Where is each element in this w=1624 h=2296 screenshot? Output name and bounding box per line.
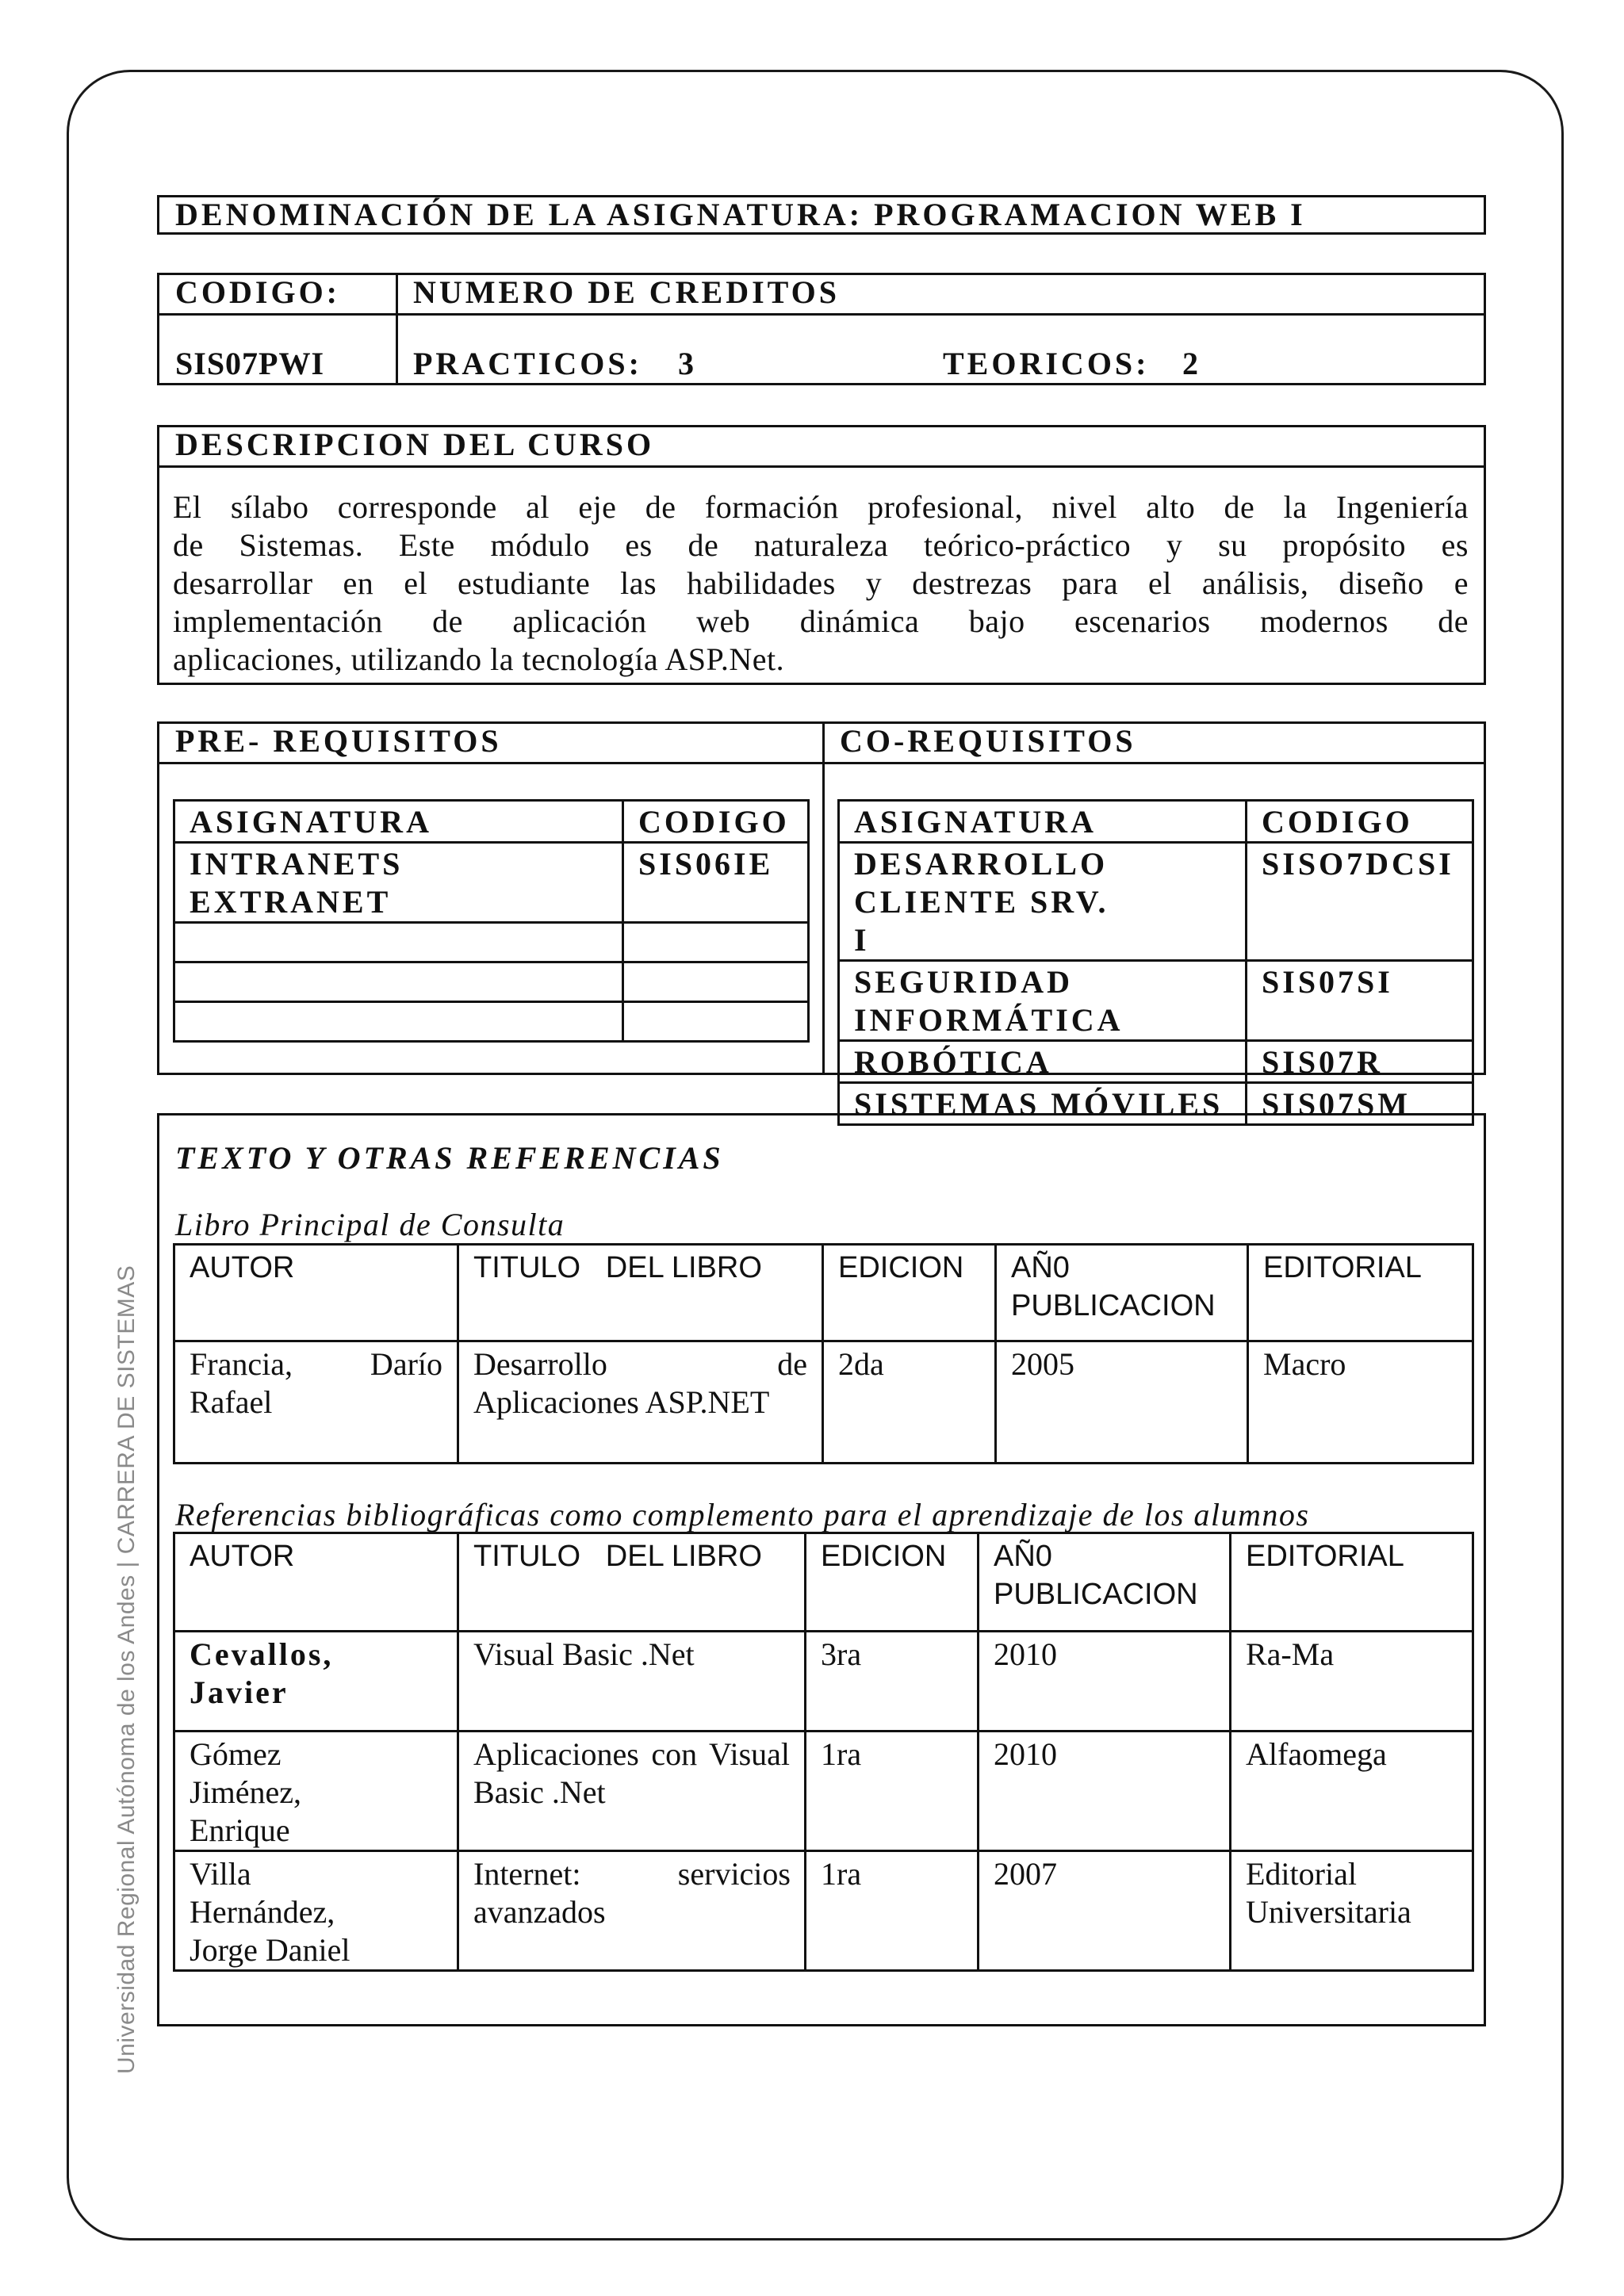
autor-text: Gómez Jiménez, Enrique: [190, 1736, 302, 1848]
header-editorial: EDITORIAL: [1248, 1245, 1473, 1341]
autor-cell: [174, 1851, 458, 1971]
header-autor: AUTOR: [174, 1533, 458, 1632]
creditos-label: NUMERO DE CREDITOS: [413, 274, 840, 310]
table-row: [174, 1851, 1473, 1971]
course-title: DENOMINACIÓN DE LA ASIGNATURA: PROGRAMACION WEB I: [175, 197, 1306, 232]
editorial-text: Editorial Universitaria: [1246, 1856, 1411, 1930]
table-row: [174, 962, 809, 1002]
header-anio-text: AÑ0 PUBLICACION: [994, 1540, 1198, 1611]
codigo-label: CODIGO:: [175, 274, 340, 310]
autor-cell: [174, 1732, 458, 1851]
description-line: aplicaciones, utilizando la tecnología ASP.Net.: [173, 641, 785, 677]
editorial-cell: Alfaomega: [1231, 1732, 1473, 1851]
table-row: [174, 843, 809, 923]
autor-cell: [174, 1632, 458, 1732]
corequisites-title: CO-REQUISITOS: [840, 723, 1136, 759]
edicion-cell: 1ra: [806, 1732, 979, 1851]
codigo-cell: SIS07SI: [1247, 961, 1473, 1041]
codes-horizontal-divider: [159, 313, 1484, 316]
titulo-cell: [458, 1851, 806, 1971]
principal-book-table: [173, 1243, 1474, 1464]
header-cell: ASIGNATURA: [839, 801, 1247, 843]
header-cell: CODIGO: [1247, 801, 1473, 843]
prerequisites-table: [173, 799, 810, 1043]
asignatura-text: SEGURIDAD INFORMÁTICA: [854, 964, 1124, 1038]
header-autor: AUTOR: [174, 1245, 458, 1341]
header-cell: ASIGNATURA: [174, 801, 623, 843]
header-titulo: TITULO DEL LIBRO: [458, 1533, 806, 1632]
table-header-row: [174, 801, 809, 843]
description-divider: [159, 465, 1484, 468]
empty-cell: [174, 962, 623, 1002]
description-text: [173, 488, 1469, 679]
edicion-cell: 2da: [823, 1341, 996, 1464]
titulo-text: Desarrollo de Aplicaciones ASP.NET: [473, 1346, 807, 1420]
autor-text: Francia, Darío Rafael: [190, 1346, 442, 1420]
course-title-box: [157, 195, 1486, 235]
empty-cell: [623, 1002, 809, 1042]
description-line: El sílabo corresponde al eje de formación profesional, nivel alto de la Ingeniería: [173, 489, 1469, 525]
table-row: [174, 1732, 1473, 1851]
empty-cell: [623, 923, 809, 962]
table-row: [174, 1632, 1473, 1732]
header-anio: [979, 1533, 1231, 1632]
editorial-cell: Ra-Ma: [1231, 1632, 1473, 1732]
practicos-label: PRACTICOS:: [413, 346, 642, 381]
practicos-value: 3: [678, 346, 697, 381]
autor-text: Cevallos, Javier: [190, 1636, 334, 1710]
header-titulo: TITULO DEL LIBRO: [458, 1245, 823, 1341]
asignatura-cell: SISTEMAS MÓVILES: [839, 1083, 1247, 1125]
empty-cell: [623, 962, 809, 1002]
codigo-cell: SIS06IE: [623, 843, 809, 923]
titulo-cell: [458, 1341, 823, 1464]
empty-cell: [174, 923, 623, 962]
anio-cell: 2007: [979, 1851, 1231, 1971]
codigo-cell: SIS07R: [1247, 1041, 1473, 1083]
table-row: [839, 961, 1473, 1041]
empty-cell: [174, 1002, 623, 1042]
teoricos-label: TEORICOS:: [943, 346, 1150, 381]
table-header-row: [174, 1245, 1473, 1341]
edicion-cell: 1ra: [806, 1851, 979, 1971]
header-anio: [996, 1245, 1248, 1341]
description-title: DESCRIPCION DEL CURSO: [175, 427, 655, 462]
asignatura-cell: [839, 843, 1247, 961]
teoricos-value: 2: [1182, 346, 1201, 381]
asignatura-cell: [839, 961, 1247, 1041]
table-header-row: [839, 801, 1473, 843]
table-row: [174, 1002, 809, 1042]
codes-box: [157, 273, 1486, 385]
complementary-refs-table: [173, 1532, 1474, 1972]
header-editorial: EDITORIAL: [1231, 1533, 1473, 1632]
autor-text: Villa Hernández, Jorge Daniel: [190, 1856, 350, 1968]
description-line: de Sistemas. Este módulo es de naturaleza teórico-práctico y su propósito es: [173, 527, 1469, 563]
codigo-cell: SIS07SM: [1247, 1083, 1473, 1125]
titulo-cell: Visual Basic .Net: [458, 1632, 806, 1732]
anio-cell: 2010: [979, 1632, 1231, 1732]
corequisites-table: [837, 799, 1474, 1126]
table-row: [174, 1341, 1473, 1464]
header-edicion: EDICION: [806, 1533, 979, 1632]
header-anio-text: AÑ0 PUBLICACION: [1011, 1251, 1216, 1322]
autor-cell: [174, 1341, 458, 1464]
references-title: TEXTO Y OTRAS REFERENCIAS: [175, 1140, 724, 1176]
requisites-horizontal-divider: [159, 762, 1484, 764]
sidebar-vertical-caption: Universidad Regional Autónoma de los Andes | CARRERA DE SISTEMAS: [113, 1265, 140, 2074]
requisites-vertical-divider: [822, 724, 825, 1073]
titulo-text: Internet: servicios avanzados: [473, 1856, 791, 1930]
titulo-cell: [458, 1732, 806, 1851]
asignatura-cell: ROBÓTICA: [839, 1041, 1247, 1083]
table-row: [174, 923, 809, 962]
codigo-value: SIS07PWI: [175, 346, 325, 381]
table-row: [839, 843, 1473, 961]
header-edicion: EDICION: [823, 1245, 996, 1341]
complementary-refs-label: Referencias bibliográficas como complemento para el aprendizaje de los alumnos: [175, 1497, 1310, 1533]
prerequisites-title: PRE- REQUISITOS: [175, 723, 502, 759]
anio-cell: 2010: [979, 1732, 1231, 1851]
header-cell: CODIGO: [623, 801, 809, 843]
description-line: implementación de aplicación web dinámica bajo escenarios modernos de: [173, 603, 1469, 639]
editorial-cell: [1231, 1851, 1473, 1971]
table-header-row: [174, 1533, 1473, 1632]
codigo-cell: SISO7DCSI: [1247, 843, 1473, 961]
principal-book-label: Libro Principal de Consulta: [175, 1207, 565, 1242]
anio-cell: 2005: [996, 1341, 1248, 1464]
table-row: [839, 1041, 1473, 1083]
editorial-cell: Macro: [1248, 1341, 1473, 1464]
asignatura-cell: INTRANETS EXTRANET: [174, 843, 623, 923]
asignatura-text: DESARROLLO CLIENTE SRV. I: [854, 846, 1109, 958]
codes-vertical-divider: [396, 275, 398, 383]
edicion-cell: 3ra: [806, 1632, 979, 1732]
titulo-text: Aplicaciones con Visual Basic .Net: [473, 1736, 790, 1810]
description-line: desarrollar en el estudiante las habilidades y destrezas para el análisis, diseño e: [173, 565, 1469, 601]
